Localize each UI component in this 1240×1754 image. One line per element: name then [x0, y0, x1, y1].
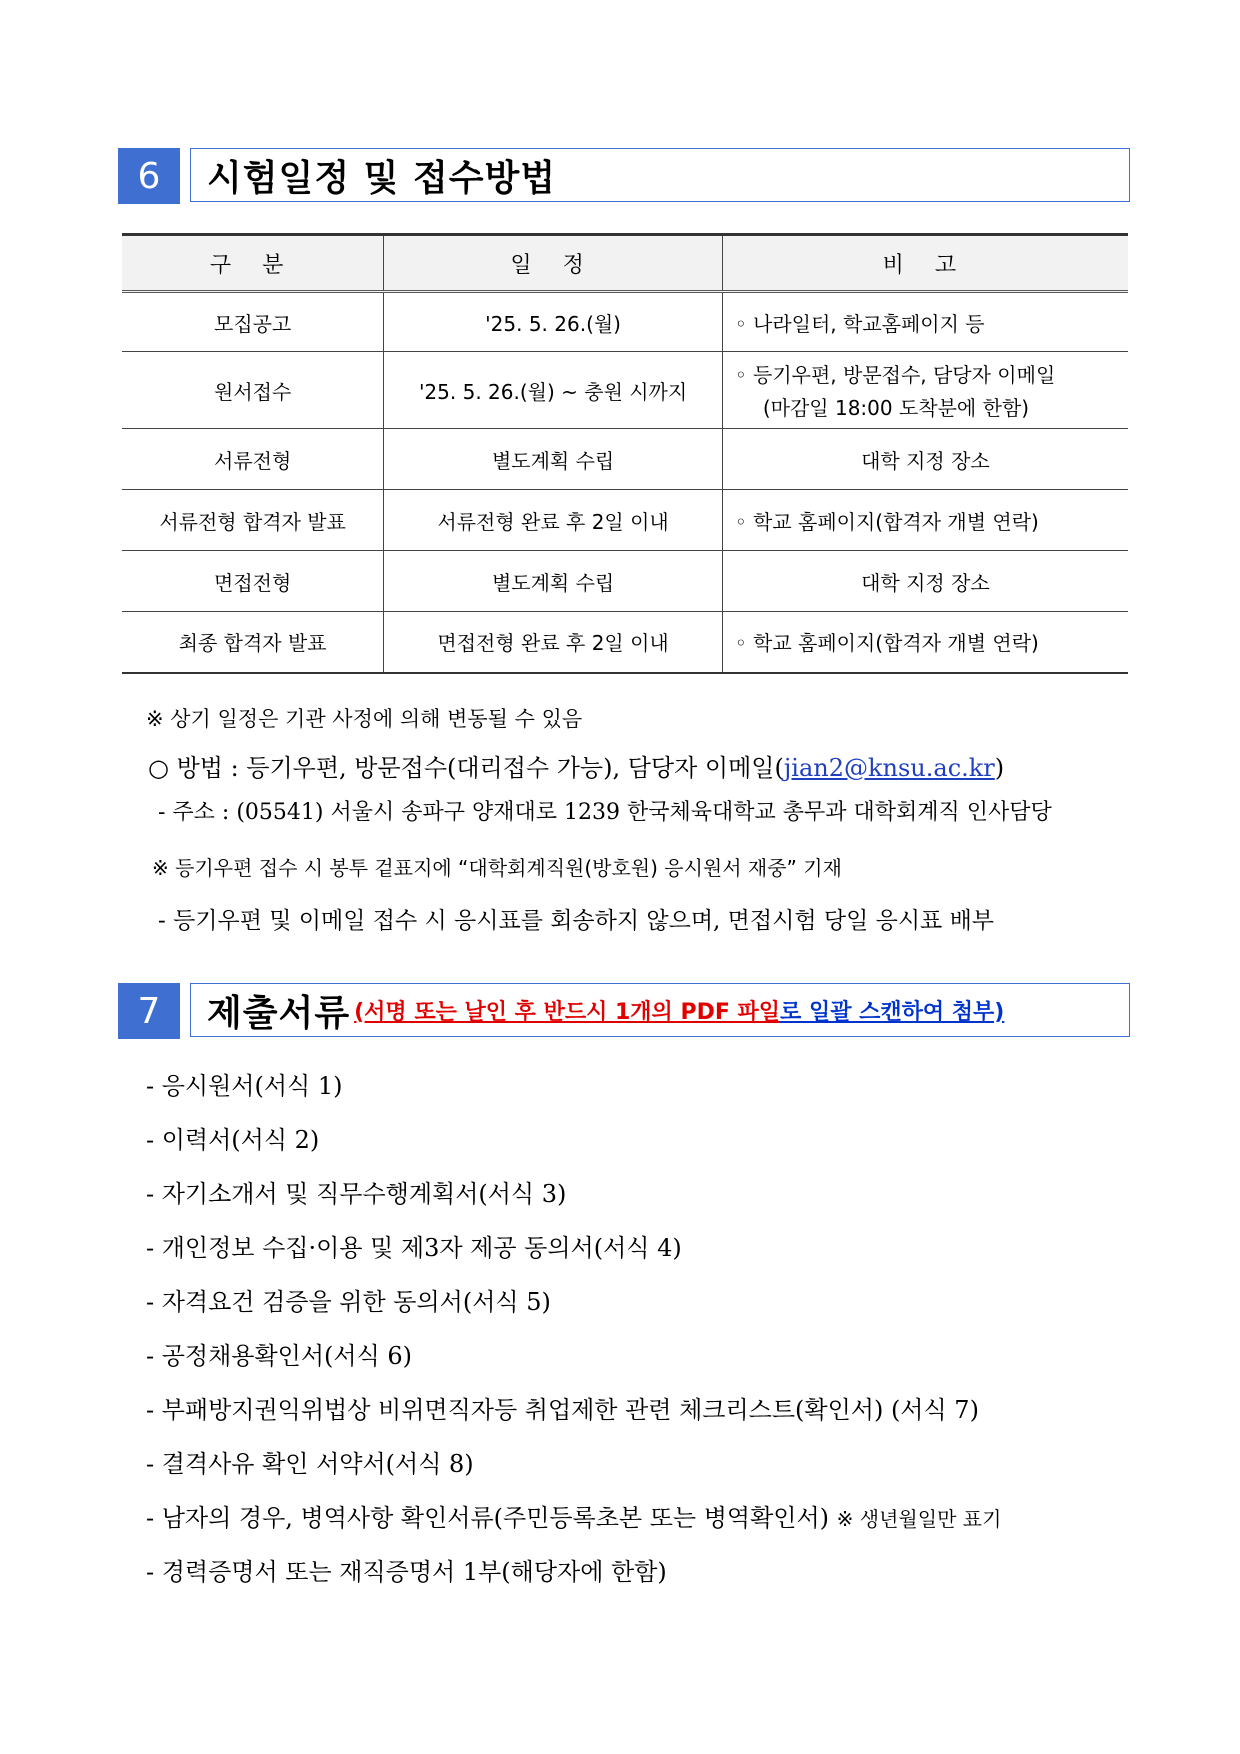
table-cell: 면접전형: [122, 551, 384, 612]
application-method: [148, 748, 1004, 783]
schedule-change-note: ※ 상기 일정은 기관 사정에 의해 변동될 수 있음: [146, 707, 583, 731]
list-item-text: - 남자의 경우, 병역사항 확인서류(주민등록초본 또는 병역확인서): [146, 1504, 830, 1532]
mailing-address: - 주소 : (05541) 서울시 송파구 양재대로 1239 한국체육대학교 총무과 대학회계직 인사담당: [158, 800, 1052, 825]
table-cell: 대학 지정 장소: [722, 429, 1128, 490]
column-header: 일 정: [384, 235, 723, 292]
list-item: - 경력증명서 또는 재직증명서 1부(해당자에 한함): [146, 1558, 667, 1586]
list-item: - 자격요건 검증을 위한 동의서(서식 5): [146, 1288, 551, 1316]
list-item: - 응시원서(서식 1): [146, 1072, 343, 1100]
table-row: [122, 429, 1128, 490]
section-6-header: [118, 148, 1132, 204]
list-item: - 자기소개서 및 직무수행계획서(서식 3): [146, 1180, 567, 1208]
table-cell: 대학 지정 장소: [722, 551, 1128, 612]
section-title: 제출서류: [207, 992, 351, 1034]
section-title-box: [190, 983, 1130, 1037]
section-number: 7: [118, 983, 180, 1039]
list-item: - 공정채용확인서(서식 6): [146, 1342, 413, 1370]
table-cell: 서류전형 완료 후 2일 이내: [384, 490, 723, 551]
section-title: 시험일정 및 접수방법: [207, 157, 557, 199]
birthdate-note: ※ 생년월일만 표기: [836, 1507, 1002, 1531]
cell-line: ◦ 등기우편, 방문접수, 담당자 이메일: [734, 363, 1056, 387]
table-cell: '25. 5. 26.(월): [384, 292, 723, 352]
table-row: [122, 292, 1128, 352]
schedule-table: [122, 233, 1128, 674]
section-number: 6: [118, 148, 180, 204]
admission-ticket-note: - 등기우편 및 이메일 접수 시 응시표를 회송하지 않으며, 면접시험 당일 응시표 배부: [158, 908, 995, 934]
cell-line: (마감일 18:00 도착분에 한함): [762, 396, 1030, 420]
table-cell: 최종 합격자 발표: [122, 612, 384, 673]
table-cell: 서류전형 합격자 발표: [122, 490, 384, 551]
method-text: ○ 방법 : 등기우편, 방문접수(대리접수 가능), 담당자 이메일(: [148, 754, 784, 782]
table-cell: 별도계획 수립: [384, 429, 723, 490]
table-row: [122, 352, 1128, 429]
section-title-box: [190, 148, 1130, 202]
list-item: - 이력서(서식 2): [146, 1126, 320, 1154]
table-cell: ◦ 나라일터, 학교홈페이지 등: [722, 292, 1128, 352]
table-header-row: [122, 235, 1128, 292]
column-header: 구 분: [122, 235, 384, 292]
table-row: [122, 612, 1128, 673]
table-cell: [722, 352, 1128, 429]
envelope-note: ※ 등기우편 접수 시 봉투 겉표지에 “대학회계직원(방호원) 응시원서 재중” 기재: [152, 856, 842, 880]
submission-note-red: (서명 또는 날인 후 반드시 1개의 PDF 파일: [354, 999, 781, 1025]
table-row: [122, 490, 1128, 551]
table-cell: 서류전형: [122, 429, 384, 490]
table-cell: ◦ 학교 홈페이지(합격자 개별 연락): [722, 490, 1128, 551]
list-item: - 부패방지권익위법상 비위면직자등 취업제한 관련 체크리스트(확인서) (서식 7): [146, 1396, 979, 1424]
list-item: - 개인정보 수집·이용 및 제3자 제공 동의서(서식 4): [146, 1234, 682, 1262]
table-cell: 모집공고: [122, 292, 384, 352]
table-cell: 별도계획 수립: [384, 551, 723, 612]
section-7-header: [118, 983, 1132, 1039]
list-item: [146, 1500, 1001, 1554]
column-header: 비 고: [722, 235, 1128, 292]
table-cell: ◦ 학교 홈페이지(합격자 개별 연락): [722, 612, 1128, 673]
list-item: - 결격사유 확인 서약서(서식 8): [146, 1450, 474, 1478]
table-cell: '25. 5. 26.(월) ~ 충원 시까지: [384, 352, 723, 429]
submission-note-blue: 로 일괄 스캔하여 첨부): [780, 999, 1005, 1025]
required-documents-list: [146, 1068, 1001, 1608]
table-row: [122, 551, 1128, 612]
table-cell: 면접전형 완료 후 2일 이내: [384, 612, 723, 673]
method-text-end: ): [994, 754, 1005, 782]
table-cell: 원서접수: [122, 352, 384, 429]
contact-email-link[interactable]: jian2@knsu.ac.kr: [783, 754, 995, 782]
